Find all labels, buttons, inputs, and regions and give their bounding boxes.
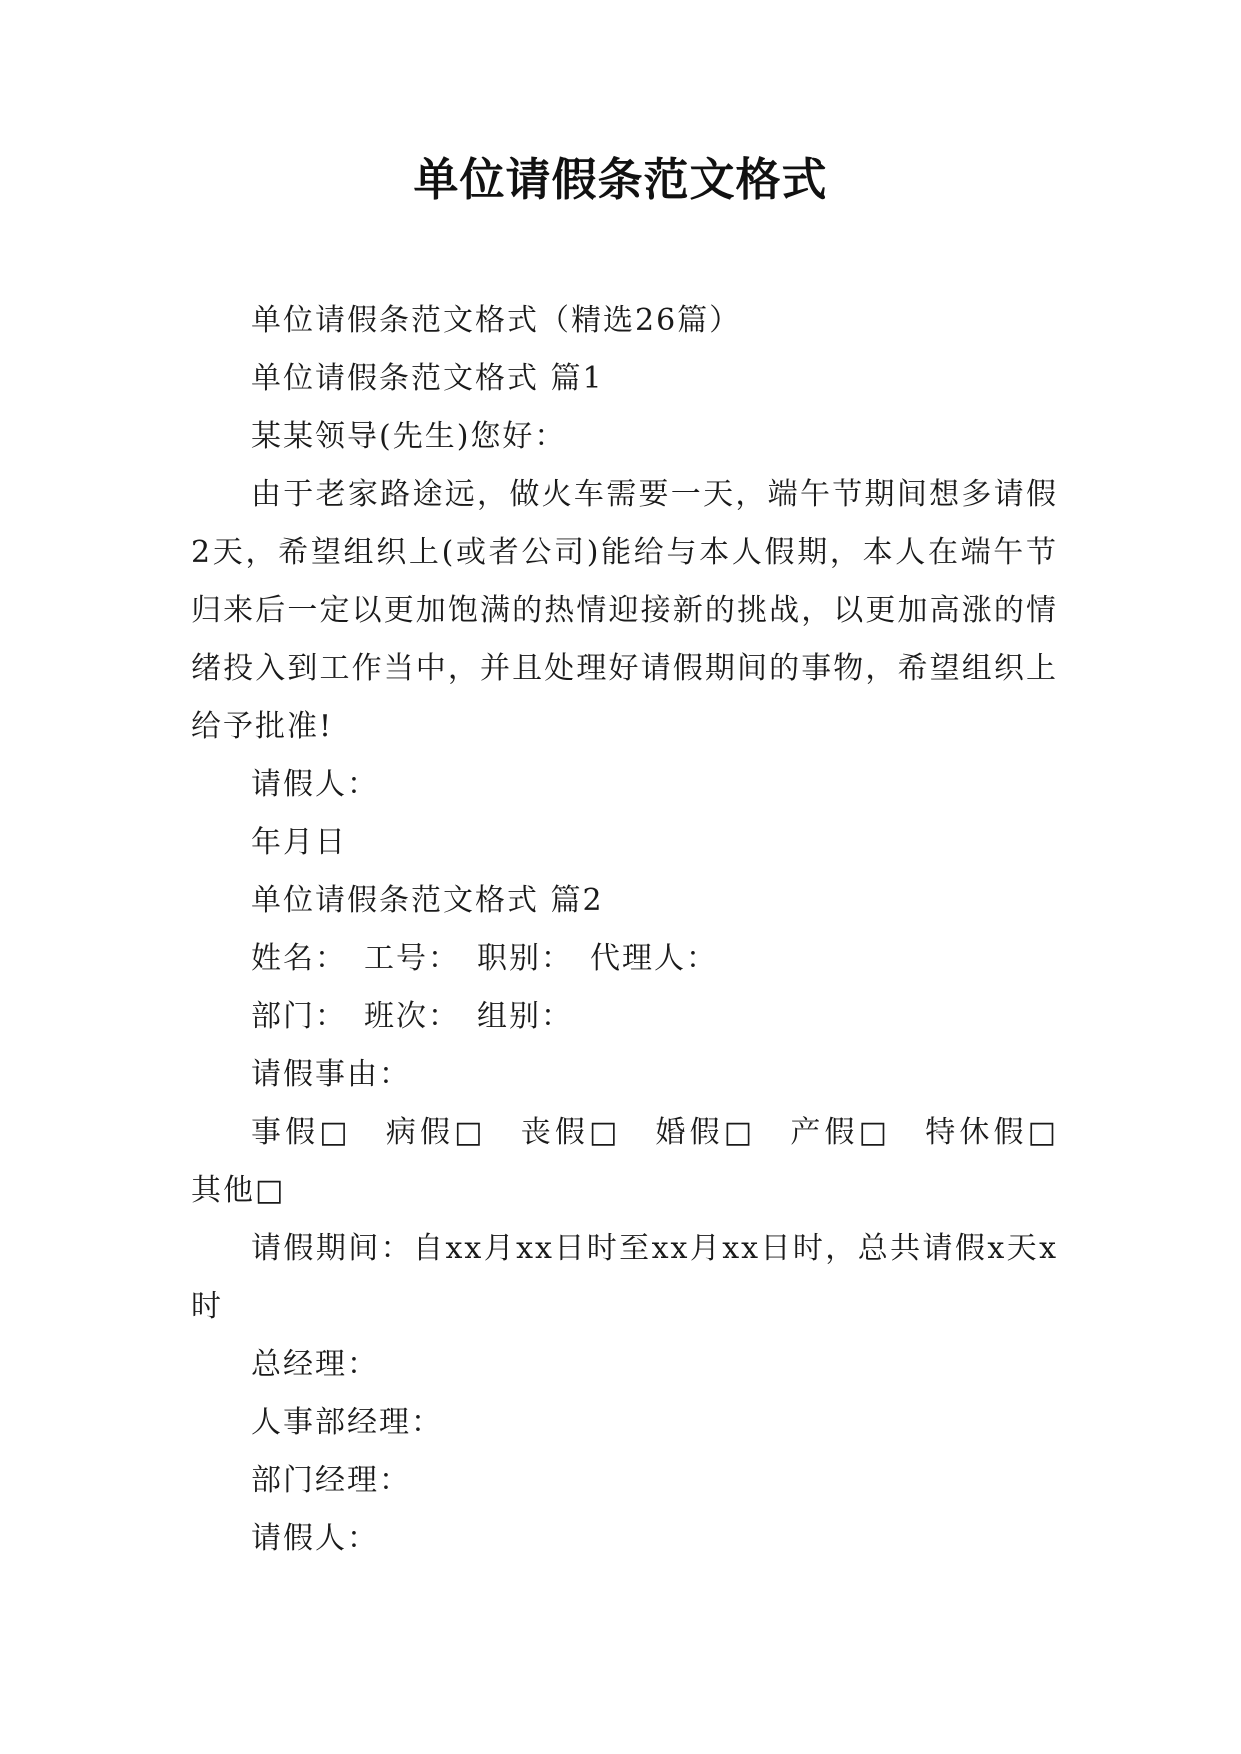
date-line: 年月日	[251, 825, 347, 860]
section-heading-2: 单位请假条范文格式 篇2	[251, 883, 604, 918]
document-body	[191, 292, 1090, 1568]
document-title: 单位请假条范文格式	[413, 153, 828, 206]
section-heading-1: 单位请假条范文格式 篇1	[251, 361, 604, 396]
general-manager-label: 总经理：	[251, 1347, 379, 1382]
applicant-label: 请假人：	[251, 767, 379, 802]
leave-period-line: 请假期间：自xx月xx日时至xx月xx日时，总共请假x天x时	[191, 1231, 1058, 1324]
info-fields-line: 姓名： 工号： 职别： 代理人：	[251, 941, 718, 976]
dept-fields-line: 部门： 班次： 组别：	[251, 999, 573, 1034]
hr-manager-label: 人事部经理：	[251, 1405, 443, 1440]
dept-manager-label: 部门经理：	[251, 1463, 411, 1498]
salutation: 某某领导(先生)您好：	[251, 419, 567, 454]
reason-label: 请假事由：	[251, 1057, 411, 1092]
applicant-label-2: 请假人：	[251, 1521, 379, 1556]
body-paragraph: 由于老家路途远，做火车需要一天，端午节期间想多请假2天，希望组织上(或者公司)能给与本人假期，本人在端午节归来后一定以更加饱满的热情迎接新的挑战，以更加高涨的情绪投入到工作当中，并且处理好请假期间的事物，希望组织上给予批准!	[191, 477, 1058, 744]
intro-line: 单位请假条范文格式（精选26篇）	[251, 303, 742, 338]
leave-type-options: 事假□ 病假□ 丧假□ 婚假□ 产假□ 特休假□ 其他□	[191, 1115, 1090, 1208]
